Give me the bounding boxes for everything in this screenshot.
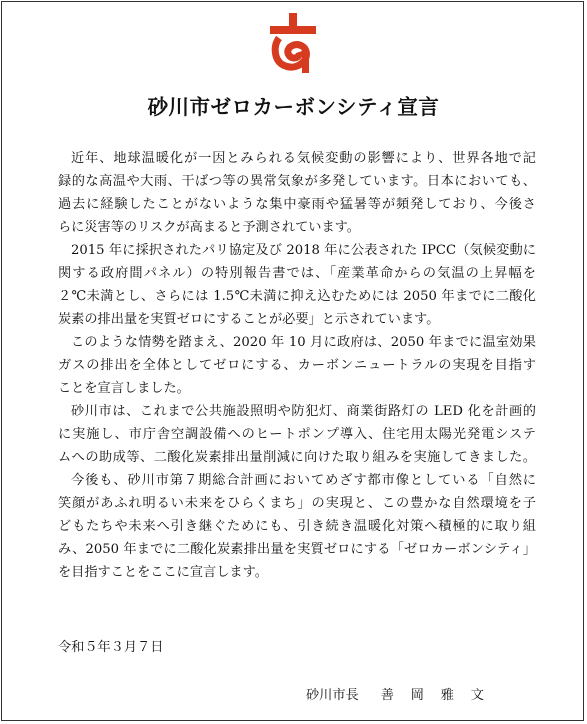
paragraph-4-line-3: ムへの助成等、二酸化炭素排出量削減に向けた取り組みを実施してきました。 — [58, 450, 536, 465]
mayor-title: 砂川市長 — [306, 688, 359, 703]
paragraph-4-line-1: 砂川市は、これまで公共施設照明や防犯灯、商業街路灯の LED 化を計画的 — [71, 404, 536, 419]
paragraph-2-line-3: ２℃未満とし、さらには 1.5℃未満に抑え込むためには 2050 年までに二酸化 — [58, 289, 536, 304]
paragraph-3-line-2: ガスの排出を全体としてゼロにする、カーボンニュートラルの実現を目指す — [58, 358, 536, 373]
paragraph-5-line-1: 今後も、砂川市第７期総合計画においてめざす都市像としている「自然に — [71, 473, 536, 488]
paragraph-1-line-4: らに災害等のリスクが高まると予測されています。 — [58, 220, 360, 235]
mayor-name-char-2: 岡 — [410, 688, 424, 703]
paragraph-1-line-1: 近年、地球温暖化が一因とみられる気候変動の影響により、世界各地で記 — [71, 151, 536, 166]
paragraph-5-line-5: を目指すことをここに宣言します。 — [58, 565, 268, 580]
paragraph-1-line-2: 録的な高温や大雨、干ばつ等の異常気象が多発しています。日本においても、 — [58, 174, 536, 189]
paragraph-1-line-3: 過去に経験したことがないような集中豪雨や猛暑等が頻発しており、今後さ — [58, 197, 536, 212]
paragraph-4-line-2: に実施し、市庁舎空調設備へのヒートポンプ導入、住宅用太陽光発電システ — [58, 427, 536, 442]
paragraph-5-line-4: み、2050 年までに二酸化炭素排出量を実質ゼロにする「ゼロカーボンシティ」 — [58, 542, 536, 557]
mayor-signature — [306, 686, 501, 706]
paragraph-5-line-3: どもたちや未来へ引き継ぐためにも、引き続き温暖化対策へ積極的に取り組 — [58, 519, 536, 534]
mayor-name-char-1: 善 — [380, 688, 394, 703]
paragraph-2-line-1: 2015 年に採択されたパリ協定及び 2018 年に公表された IPCC（気候変動に — [71, 243, 536, 258]
paragraph-2-line-2: 関する政府間パネル）の特別報告書では、「産業革命からの気温の上昇幅を — [58, 266, 536, 281]
paragraph-2-line-4: 炭素の排出量を実質ゼロにすることが必要」と示されています。 — [58, 312, 440, 327]
paragraph-3-line-3: ことを宣言しました。 — [58, 381, 190, 396]
mayor-name-char-4: 文 — [470, 688, 484, 703]
declaration-date: 令和５年３月７日 — [58, 640, 164, 655]
paragraph-5-line-2: 笑顔があふれ明るい未来をひらくまち」の実現と、この豊かな自然環境を子 — [58, 496, 536, 511]
sunagawa-city-emblem-icon — [269, 13, 317, 73]
declaration-body — [58, 147, 536, 584]
document-title: 砂川市ゼロカーボンシティ宣言 — [147, 95, 440, 119]
paragraph-3-line-1: このような情勢を踏まえ、2020 年 10 月に政府は、2050 年までに温室効果 — [71, 335, 536, 350]
mayor-name-char-3: 雅 — [440, 688, 454, 703]
